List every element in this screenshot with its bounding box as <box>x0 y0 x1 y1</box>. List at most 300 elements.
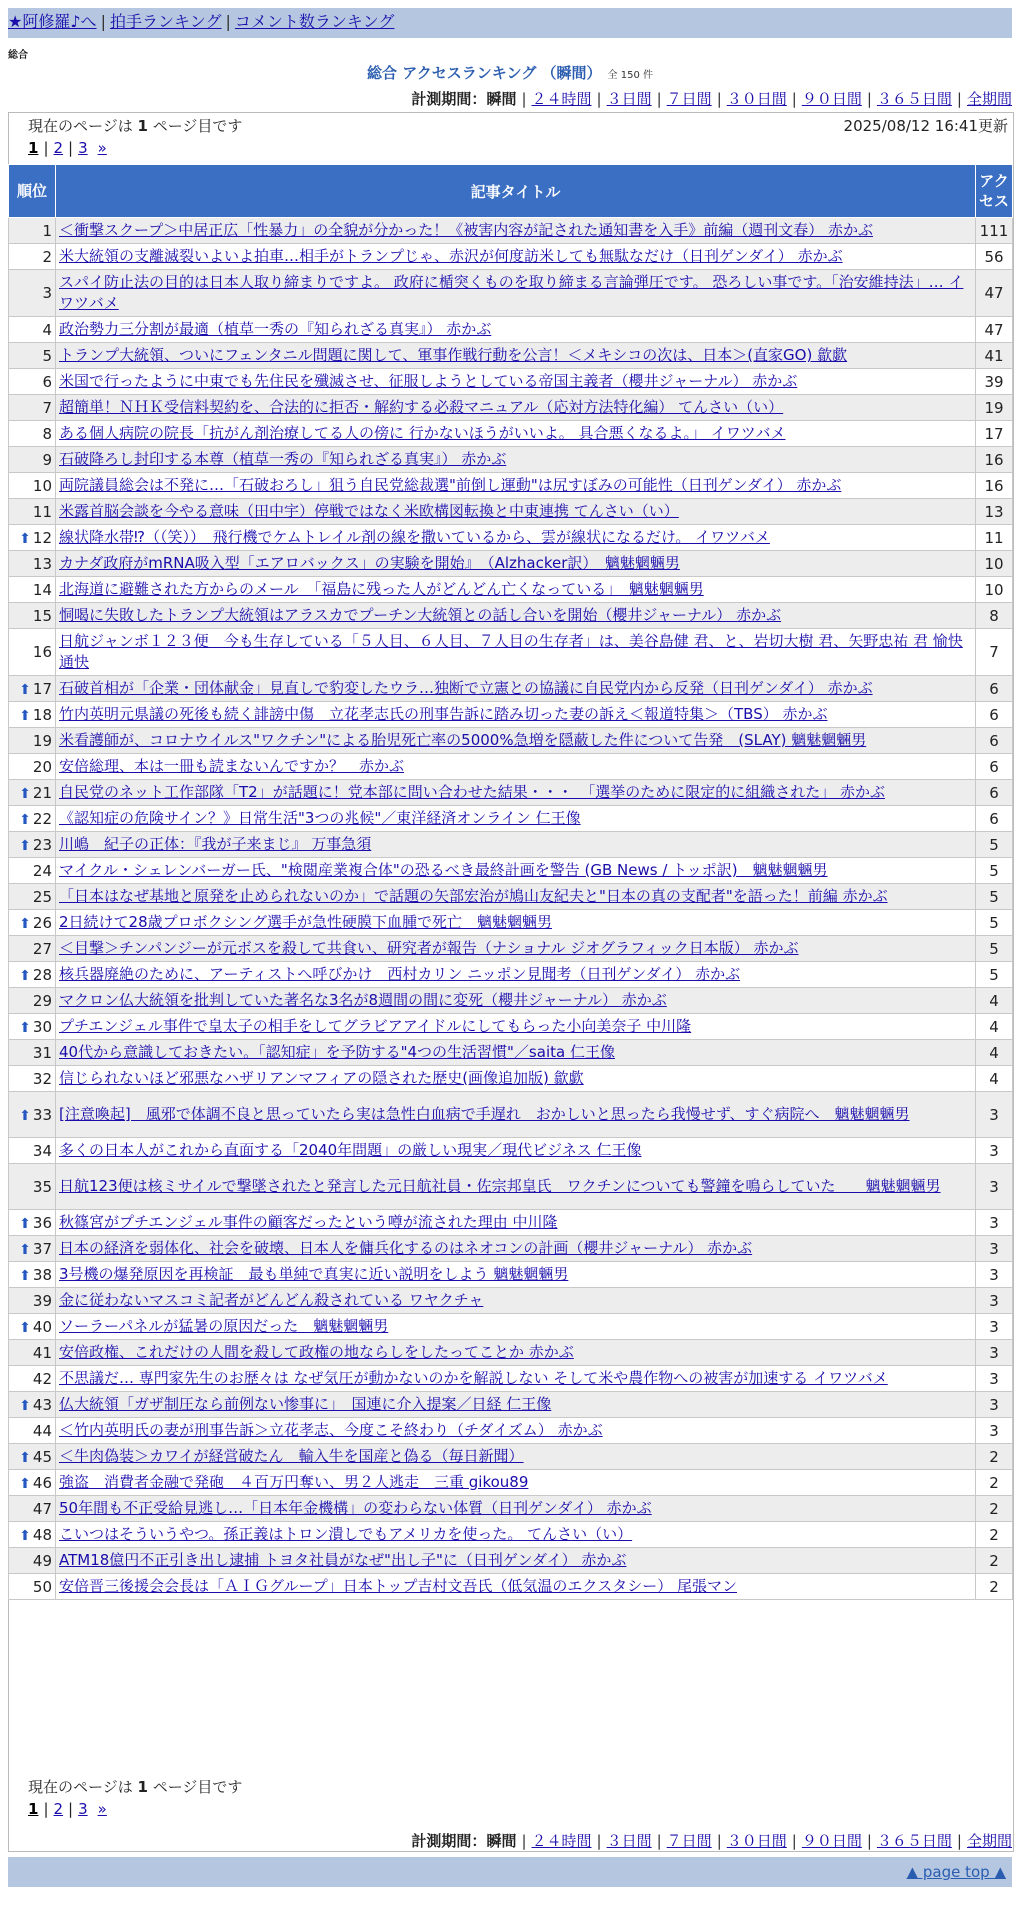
rank-cell <box>9 1138 56 1164</box>
article-link[interactable]: 信じられないほど邪悪なハザリアンマフィアの隠された歴史(画像追加版) 歙歔 <box>59 1069 584 1087</box>
pager-current: 1 <box>28 1800 39 1818</box>
table-row <box>9 1366 1013 1392</box>
table-row <box>9 1392 1013 1418</box>
access-count: 3 <box>976 1210 1013 1236</box>
title-cell <box>56 603 976 629</box>
rank-cell <box>9 525 56 551</box>
rank-cell <box>9 1164 56 1210</box>
access-count: 2 <box>976 1444 1013 1470</box>
rank-number: 38 <box>32 1265 52 1284</box>
table-row <box>9 962 1013 988</box>
article-link[interactable]: こいつはそういうやつ。孫正義はトロン潰しでもアメリカを使った。 てんさい（い） <box>59 1525 633 1543</box>
article-link[interactable]: 日本の経済を弱体化、社会を破壊、日本人を傭兵化するのはネオコンの計画（櫻井ジャーナル） 赤かぶ <box>59 1239 753 1257</box>
access-count: 2 <box>976 1522 1013 1548</box>
rank-cell <box>9 884 56 910</box>
title-cell <box>56 421 976 447</box>
rank-number: 2 <box>42 247 52 266</box>
rank-up-arrow-icon: ⬆ <box>19 1319 31 1336</box>
title-cell <box>56 936 976 962</box>
title-cell <box>56 1470 976 1496</box>
rank-cell <box>9 1066 56 1092</box>
title-cell <box>56 910 976 936</box>
pager-top: 1 | 2 | 3 » <box>28 139 107 157</box>
table-row <box>9 244 1013 270</box>
title-cell <box>56 962 976 988</box>
rank-cell <box>9 369 56 395</box>
access-count: 3 <box>976 1138 1013 1164</box>
page-title <box>0 62 1020 83</box>
rank-cell <box>9 702 56 728</box>
rank-number: 27 <box>32 939 52 958</box>
access-count: 3 <box>976 1288 1013 1314</box>
access-count: 6 <box>976 676 1013 702</box>
period-separator: | <box>791 90 797 108</box>
category-tag: 総合 <box>8 50 28 61</box>
table-row <box>9 1444 1013 1470</box>
title-cell <box>56 473 976 499</box>
article-link[interactable]: 安倍晋三後援会会長は「ＡＩＧグループ」日本トップ吉村文吾氏（低気温のエクスタシー） 尾張マン <box>59 1577 737 1595</box>
period-current: 瞬間 <box>486 90 517 108</box>
title-cell <box>56 676 976 702</box>
table-row <box>9 1340 1013 1366</box>
access-count: 6 <box>976 754 1013 780</box>
title-cell <box>56 499 976 525</box>
article-link[interactable]: マイクル・シェレンバーガー氏、"検閲産業複合体"の恐るべき最終計画を警告 (GB News / トッポ訳) 魑魅魍魎男 <box>59 861 828 879</box>
rank-cell <box>9 218 56 244</box>
title-cell <box>56 1392 976 1418</box>
rank-number: 24 <box>32 861 52 880</box>
rank-number: 32 <box>32 1069 52 1088</box>
rank-cell <box>9 343 56 369</box>
rank-cell <box>9 858 56 884</box>
rank-number: 18 <box>32 705 52 724</box>
title-cell <box>56 1092 976 1138</box>
table-row <box>9 525 1013 551</box>
article-link[interactable]: プチエンジェル事件で皇太子の相手をしてグラビアアイドルにしてもらった小向美奈子 中川隆 <box>59 1017 692 1035</box>
article-link[interactable]: 安倍総理、本は一冊も読まないんですか？ 赤かぶ <box>59 757 405 775</box>
title-cell <box>56 728 976 754</box>
rank-up-arrow-icon: ⬆ <box>19 1019 31 1036</box>
access-count: 5 <box>976 832 1013 858</box>
period-label: 計測期間： <box>411 90 487 108</box>
table-row <box>9 1014 1013 1040</box>
article-link[interactable]: 石破降ろし封印する本尊（植草一秀の『知られざる真実』） 赤かぶ <box>59 450 507 468</box>
rank-number: 44 <box>32 1421 52 1440</box>
article-link[interactable]: トランプ大統領、ついにフェンタニル問題に関して、軍事作戦行動を公言！＜メキシコの次は、日本＞(直家GO) 歙歔 <box>59 346 848 364</box>
table-row <box>9 343 1013 369</box>
rank-header: 順位 <box>9 165 56 218</box>
table-row <box>9 629 1013 676</box>
article-link[interactable]: 米露首脳会談を今やる意味（田中宇）停戦ではなく米欧構図転換と中東連携 てんさい（い） <box>59 502 679 520</box>
article-link[interactable]: 40代から意識しておきたい。「認知症」を予防する"4つの生活習慣"／saita 仁王像 <box>59 1043 615 1061</box>
rank-cell <box>9 1340 56 1366</box>
nav-separator: | <box>225 12 231 31</box>
access-count: 13 <box>976 499 1013 525</box>
title-text: 総合 アクセスランキング （瞬間） <box>367 64 602 82</box>
access-count: 3 <box>976 1236 1013 1262</box>
asyura-home-link[interactable]: ★阿修羅♪へ <box>8 12 97 31</box>
rank-number: 23 <box>32 835 52 854</box>
title-cell <box>56 1548 976 1574</box>
rank-up-arrow-icon: ⬆ <box>19 1397 31 1414</box>
rank-cell <box>9 1418 56 1444</box>
pager-bottom: 1 | 2 | 3 » <box>28 1800 107 1818</box>
article-link[interactable]: 恫喝に失敗したトランプ大統領はアラスカでプーチン大統領との話し合いを開始（櫻井ジャーナル） 赤かぶ <box>59 606 782 624</box>
rank-number: 35 <box>32 1177 52 1196</box>
article-link[interactable]: 米大統領の支離滅裂いよいよ拍車…相手がトランプじゃ、赤沢が何度訪米しても無駄なだけ（日刊ゲンダイ） 赤かぶ <box>59 247 843 265</box>
rank-up-arrow-icon: ⬆ <box>19 1527 31 1544</box>
period-separator: | <box>866 90 872 108</box>
table-row <box>9 832 1013 858</box>
table-row <box>9 1496 1013 1522</box>
applause-ranking-link[interactable]: 拍手ランキング <box>109 12 222 31</box>
article-link[interactable]: 50年間も不正受給見逃し…「日本年金機構」の変わらない体質（日刊ゲンダイ） 赤かぶ <box>59 1499 652 1517</box>
access-count: 3 <box>976 1314 1013 1340</box>
article-link[interactable]: 安倍政権、これだけの人間を殺して政権の地ならしをしたってことか 赤かぶ <box>59 1343 574 1361</box>
article-link[interactable]: ＜竹内英明氏の妻が刑事告訴＞立花孝志、今度こそ終わり（チダイズム） 赤かぶ <box>59 1421 603 1439</box>
rank-cell <box>9 629 56 676</box>
access-count: 2 <box>976 1548 1013 1574</box>
rank-up-arrow-icon: ⬆ <box>19 707 31 724</box>
article-link[interactable]: 2日続けて28歳プロボクシング選手が急性硬膜下血腫で死亡 魑魅魍魎男 <box>59 913 552 931</box>
article-link[interactable]: 石破首相が「企業・団体献金」見直しで豹変したウラ…独断で立憲との協議に自民党内から反発（日刊ゲンダイ） 赤かぶ <box>59 679 873 697</box>
access-count: 3 <box>976 1392 1013 1418</box>
article-link[interactable]: ATM18億円不正引き出し逮捕 トヨタ社員がなぜ"出し子"に（日刊ゲンダイ） 赤かぶ <box>59 1551 627 1569</box>
rank-cell <box>9 910 56 936</box>
rank-cell <box>9 988 56 1014</box>
period-option-2[interactable]: ３日間 <box>606 1832 652 1850</box>
period-option-5[interactable]: ９０日間 <box>801 1832 862 1850</box>
table-row <box>9 499 1013 525</box>
rank-number: 49 <box>32 1551 52 1570</box>
title-cell <box>56 1014 976 1040</box>
rank-number: 3 <box>42 284 52 302</box>
title-cell <box>56 1340 976 1366</box>
period-option-5[interactable]: ９０日間 <box>801 90 862 108</box>
access-count: 56 <box>976 244 1013 270</box>
title-cell <box>56 551 976 577</box>
article-link[interactable]: 米看護師が、コロナウイルス"ワクチン"による胎児死亡率の5000%急増を隠蔽した件について告発 (SLAY) 魑魅魍魎男 <box>59 731 867 749</box>
article-link[interactable]: 日航123便は核ミサイルで撃墜されたと発言した元日航社員・佐宗邦皇氏 ワクチンについても警鐘を鳴らしていた 魑魅魍魎男 <box>59 1177 941 1195</box>
table-row <box>9 1574 1013 1600</box>
table-row <box>9 754 1013 780</box>
article-link[interactable]: 竹内英明元県議の死後も続く誹謗中傷 立花孝志氏の刑事告訴に踏み切った妻の訴え＜報道特集＞（TBS） 赤かぶ <box>59 705 828 723</box>
rank-number: 15 <box>32 606 52 625</box>
table-row <box>9 603 1013 629</box>
table-row <box>9 1138 1013 1164</box>
rank-number: 33 <box>32 1105 52 1124</box>
period-current: 瞬間 <box>486 1832 517 1850</box>
pager-page-2[interactable]: 2 <box>53 1800 64 1818</box>
period-option-7[interactable]: 全期間 <box>966 1832 1012 1850</box>
access-count: 6 <box>976 728 1013 754</box>
access-count: 41 <box>976 343 1013 369</box>
rank-cell <box>9 1496 56 1522</box>
title-cell <box>56 244 976 270</box>
access-count: 47 <box>976 317 1013 343</box>
pager-next[interactable]: » <box>97 1800 107 1818</box>
rank-cell <box>9 421 56 447</box>
rank-number: 12 <box>32 528 52 547</box>
rank-up-arrow-icon: ⬆ <box>19 837 31 854</box>
table-row <box>9 1236 1013 1262</box>
article-link[interactable]: 日航ジャンボ１２３便 今も生存している「５人目、６人目、７人目の生存者」は、美谷島健 君、と、岩切大樹 君、矢野忠祐 君 愉快通快 <box>59 632 963 671</box>
rank-cell <box>9 551 56 577</box>
rank-cell <box>9 1392 56 1418</box>
access-count: 5 <box>976 936 1013 962</box>
rank-up-arrow-icon: ⬆ <box>19 1241 31 1258</box>
access-count: 2 <box>976 1470 1013 1496</box>
article-link[interactable]: 多くの日本人がこれから直面する「2040年問題」の厳しい現実／現代ビジネス 仁王像 <box>59 1141 642 1159</box>
article-link[interactable]: ある個人病院の院長「抗がん剤治療してる人の傍に 行かないほうがいいよ。 具合悪くなるよ。」 イワツバメ <box>59 424 786 442</box>
updated-timestamp: 2025/08/12 16:41更新 <box>843 117 1008 135</box>
rank-number: 4 <box>42 320 52 339</box>
rank-cell <box>9 1236 56 1262</box>
article-link[interactable]: 両院議員総会は不発に…「石破おろし」狙う自民党総裁選"前倒し運動"は尻すぼみの可能性（日刊ゲンダイ） 赤かぶ <box>59 476 842 494</box>
title-cell <box>56 577 976 603</box>
rank-up-arrow-icon: ⬆ <box>19 1267 31 1284</box>
page-info-top: 現在のページは 1 ページ目です <box>28 117 243 135</box>
rank-up-arrow-icon: ⬆ <box>19 811 31 828</box>
rank-cell <box>9 1444 56 1470</box>
rank-number: 9 <box>42 450 52 469</box>
article-link[interactable]: [注意喚起] 風邪で体調不良と思っていたら実は急性白血病で手遅れ おかしいと思ったら我慢せず、すぐ病院へ 魑魅魍魎男 <box>59 1105 910 1123</box>
article-link[interactable]: ソーラーパネルが猛暑の原因だった 魑魅魍魎男 <box>59 1317 389 1335</box>
access-count: 2 <box>976 1496 1013 1522</box>
article-link[interactable]: ＜牛肉偽装＞カワイが経営破たん 輸入牛を国産と偽る（毎日新聞） <box>59 1447 524 1465</box>
article-link[interactable]: 不思議だ… 専門家先生のお歴々は なぜ気圧が動かないのかを解説しない そして米や農作物への被害が加速する イワツバメ <box>59 1369 888 1387</box>
rank-number: 19 <box>32 731 52 750</box>
article-link[interactable]: 《認知症の危険サイン？》日常生活"3つの兆候"／東洋経済オンライン 仁王像 <box>59 809 581 827</box>
period-separator: | <box>596 1832 602 1850</box>
title-cell <box>56 395 976 421</box>
access-count: 4 <box>976 1066 1013 1092</box>
article-link[interactable]: 核兵器廃絶のために、アーティストへ呼びかけ 西村カリン ニッポン見聞考（日刊ゲンダイ） 赤かぶ <box>59 965 741 983</box>
rank-number: 17 <box>32 679 52 698</box>
title-cell <box>56 1314 976 1340</box>
pager-next[interactable]: » <box>97 139 107 157</box>
title-cell <box>56 369 976 395</box>
access-count: 3 <box>976 1366 1013 1392</box>
rank-cell <box>9 603 56 629</box>
article-link[interactable]: 秋篠宮がプチエンジェル事件の顧客だったという噂が流された理由 中川隆 <box>59 1213 558 1231</box>
rank-number: 13 <box>32 554 52 573</box>
rank-cell <box>9 806 56 832</box>
rank-number: 47 <box>32 1499 52 1518</box>
period-option-1[interactable]: ２４時間 <box>531 90 592 108</box>
table-row <box>9 1092 1013 1138</box>
item-count: 全 150 件 <box>607 70 653 81</box>
rank-number: 29 <box>32 991 52 1010</box>
article-link[interactable]: 北海道に避難された方からのメール 「福島に残った人がどんどん亡くなっている」 魑魅魍魎男 <box>59 580 704 598</box>
access-count: 16 <box>976 447 1013 473</box>
article-link[interactable]: 超簡単！ＮＨＫ受信料契約を、合法的に拒否・解約する必殺マニュアル（応対方法特化編） てんさい（い） <box>59 398 784 416</box>
rank-cell <box>9 317 56 343</box>
title-cell <box>56 858 976 884</box>
title-cell <box>56 525 976 551</box>
rank-cell <box>9 728 56 754</box>
rank-up-arrow-icon: ⬆ <box>19 1449 31 1466</box>
rank-number: 45 <box>32 1447 52 1466</box>
access-count: 6 <box>976 702 1013 728</box>
access-count: 3 <box>976 1092 1013 1138</box>
table-row <box>9 806 1013 832</box>
rank-cell <box>9 1574 56 1600</box>
access-count: 4 <box>976 988 1013 1014</box>
rank-cell <box>9 1210 56 1236</box>
rank-up-arrow-icon: ⬆ <box>19 1215 31 1232</box>
title-header: 記事タイトル <box>56 165 976 218</box>
table-row <box>9 676 1013 702</box>
table-row <box>9 1522 1013 1548</box>
rank-cell <box>9 1314 56 1340</box>
rank-number: 28 <box>32 965 52 984</box>
article-link[interactable]: 政治勢力三分割が最適（植草一秀の『知られざる真実』） 赤かぶ <box>59 320 492 338</box>
table-row <box>9 858 1013 884</box>
access-count: 11 <box>976 525 1013 551</box>
pager-current: 1 <box>28 139 39 157</box>
rank-up-arrow-icon: ⬆ <box>19 681 31 698</box>
rank-number: 31 <box>32 1043 52 1062</box>
table-row <box>9 910 1013 936</box>
rank-number: 5 <box>42 346 52 365</box>
pager-page-3[interactable]: 3 <box>78 1800 88 1818</box>
access-count: 3 <box>976 1418 1013 1444</box>
table-row <box>9 447 1013 473</box>
period-option-6[interactable]: ３６５日間 <box>876 1832 952 1850</box>
rank-up-arrow-icon: ⬆ <box>19 1475 31 1492</box>
title-cell <box>56 884 976 910</box>
access-count: 16 <box>976 473 1013 499</box>
article-link[interactable]: 仏大統領「ガザ制圧なら前例ない惨事に」 国連に介入提案／日経 仁王像 <box>59 1395 552 1413</box>
article-link[interactable]: 金に従わないマスコミ記者がどんどん殺されている ワヤクチャ <box>59 1291 484 1309</box>
comment-ranking-link[interactable]: コメント数ランキング <box>234 12 395 31</box>
access-count: 2 <box>976 1574 1013 1600</box>
table-row <box>9 317 1013 343</box>
title-cell <box>56 806 976 832</box>
period-separator: | <box>866 1832 872 1850</box>
rank-number: 36 <box>32 1213 52 1232</box>
period-option-6[interactable]: ３６５日間 <box>876 90 952 108</box>
rank-number: 11 <box>32 502 52 521</box>
period-option-1[interactable]: ２４時間 <box>531 1832 592 1850</box>
title-cell <box>56 832 976 858</box>
period-separator: | <box>956 1832 962 1850</box>
table-row <box>9 1288 1013 1314</box>
rank-cell <box>9 1522 56 1548</box>
article-link[interactable]: スパイ防止法の目的は日本人取り締まりですよ。 政府に楯突くものを取り締まる言論弾圧です。 恐ろしい事です。「治安維持法」… イワツバメ <box>59 273 964 312</box>
table-row <box>9 1418 1013 1444</box>
access-count: 5 <box>976 910 1013 936</box>
rank-cell <box>9 499 56 525</box>
period-separator: | <box>596 90 602 108</box>
table-row <box>9 1164 1013 1210</box>
title-cell <box>56 754 976 780</box>
period-separator: | <box>791 1832 797 1850</box>
rank-number: 39 <box>32 1291 52 1310</box>
top-nav-bar <box>8 8 1012 38</box>
article-link[interactable]: マクロン仏大統領を批判していた著名な3名が8週間の間に変死（櫻井ジャーナル） 赤かぶ <box>59 991 667 1009</box>
rank-number: 6 <box>42 372 52 391</box>
table-row <box>9 1548 1013 1574</box>
table-row <box>9 1040 1013 1066</box>
title-cell <box>56 1366 976 1392</box>
period-option-2[interactable]: ３日間 <box>606 90 652 108</box>
access-count: 5 <box>976 962 1013 988</box>
article-link[interactable]: 3号機の爆発原因を再検証 最も単純で真実に近い説明をしよう 魑魅魍魎男 <box>59 1265 569 1283</box>
title-cell <box>56 317 976 343</box>
period-option-4[interactable]: ３０日間 <box>726 1832 787 1850</box>
title-cell <box>56 1574 976 1600</box>
rank-cell <box>9 832 56 858</box>
article-link[interactable]: 川嶋 紀子の正体：『我が子来まじ』 万事急須 <box>59 835 372 853</box>
bottom-bar <box>8 1857 1012 1887</box>
rank-up-arrow-icon: ⬆ <box>19 530 31 547</box>
period-option-3[interactable]: ７日間 <box>666 1832 712 1850</box>
article-link[interactable]: ＜衝撃スクープ＞中居正広「性暴力」の全貌が分かった！《被害内容が記された通知書を入手》前編（週刊文春） 赤かぶ <box>59 221 874 239</box>
access-count: 4 <box>976 1014 1013 1040</box>
table-row <box>9 702 1013 728</box>
article-link[interactable]: カナダ政府がmRNA吸入型「エアロバックス」の実験を開始』 （Alzhacker訳） 魑魅魍魎男 <box>59 554 680 572</box>
article-link[interactable]: 強盗 消費者金融で発砲 ４百万円奪い、男２人逃走 三重 gikou89 <box>59 1473 529 1491</box>
rank-cell <box>9 676 56 702</box>
article-link[interactable]: ＜目撃＞チンパンジーが元ボスを殺して共食い、研究者が報告（ナショナル ジオグラフィック日本版） 赤かぶ <box>59 939 799 957</box>
rank-cell <box>9 244 56 270</box>
rank-cell <box>9 577 56 603</box>
table-row <box>9 1066 1013 1092</box>
rank-number: 20 <box>32 757 52 776</box>
period-separator: | <box>956 90 962 108</box>
access-count: 8 <box>976 603 1013 629</box>
table-row <box>9 780 1013 806</box>
table-row <box>9 577 1013 603</box>
pager-page-2[interactable]: 2 <box>53 139 64 157</box>
title-cell <box>56 1444 976 1470</box>
access-count: 19 <box>976 395 1013 421</box>
title-cell <box>56 988 976 1014</box>
rank-number: 26 <box>32 913 52 932</box>
access-count: 3 <box>976 1340 1013 1366</box>
article-link[interactable]: 「日本はなぜ基地と原発を止められないのか」で話題の矢部宏治が鳩山友紀夫と"日本の真の支配者"を語った！前編 赤かぶ <box>59 887 888 905</box>
rank-cell <box>9 780 56 806</box>
article-link[interactable]: 自民党のネット工作部隊「T2」が話題に！党本部に問い合わせた結果・・・ 「選挙のために限定的に組織された」 赤かぶ <box>59 783 885 801</box>
table-row <box>9 936 1013 962</box>
rank-cell <box>9 1288 56 1314</box>
period-option-7[interactable]: 全期間 <box>966 90 1012 108</box>
article-link[interactable]: 米国で行ったように中東でも先住民を殲滅させ、征服しようとしている帝国主義者（櫻井ジャーナル） 赤かぶ <box>59 372 798 390</box>
rank-number: 10 <box>32 476 52 495</box>
title-cell <box>56 780 976 806</box>
period-separator: | <box>716 1832 722 1850</box>
rank-cell <box>9 395 56 421</box>
title-cell <box>56 1210 976 1236</box>
table-row <box>9 1210 1013 1236</box>
period-option-4[interactable]: ３０日間 <box>726 90 787 108</box>
table-row <box>9 728 1013 754</box>
rank-number: 40 <box>32 1317 52 1336</box>
table-row <box>9 1262 1013 1288</box>
page-top-link[interactable]: ▲ page top ▲ <box>906 1863 1006 1881</box>
title-cell <box>56 1164 976 1210</box>
access-count: 5 <box>976 884 1013 910</box>
nav-separator: | <box>100 12 106 31</box>
period-separator: | <box>716 90 722 108</box>
rank-cell <box>9 754 56 780</box>
article-link[interactable]: 線状降水帯⁉（（笑）） 飛行機でケムトレイル剤の線を撒いているから、雲が線状になるだけ。 イワツバメ <box>59 528 770 546</box>
table-row <box>9 473 1013 499</box>
period-option-3[interactable]: ７日間 <box>666 90 712 108</box>
pager-page-3[interactable]: 3 <box>78 139 88 157</box>
